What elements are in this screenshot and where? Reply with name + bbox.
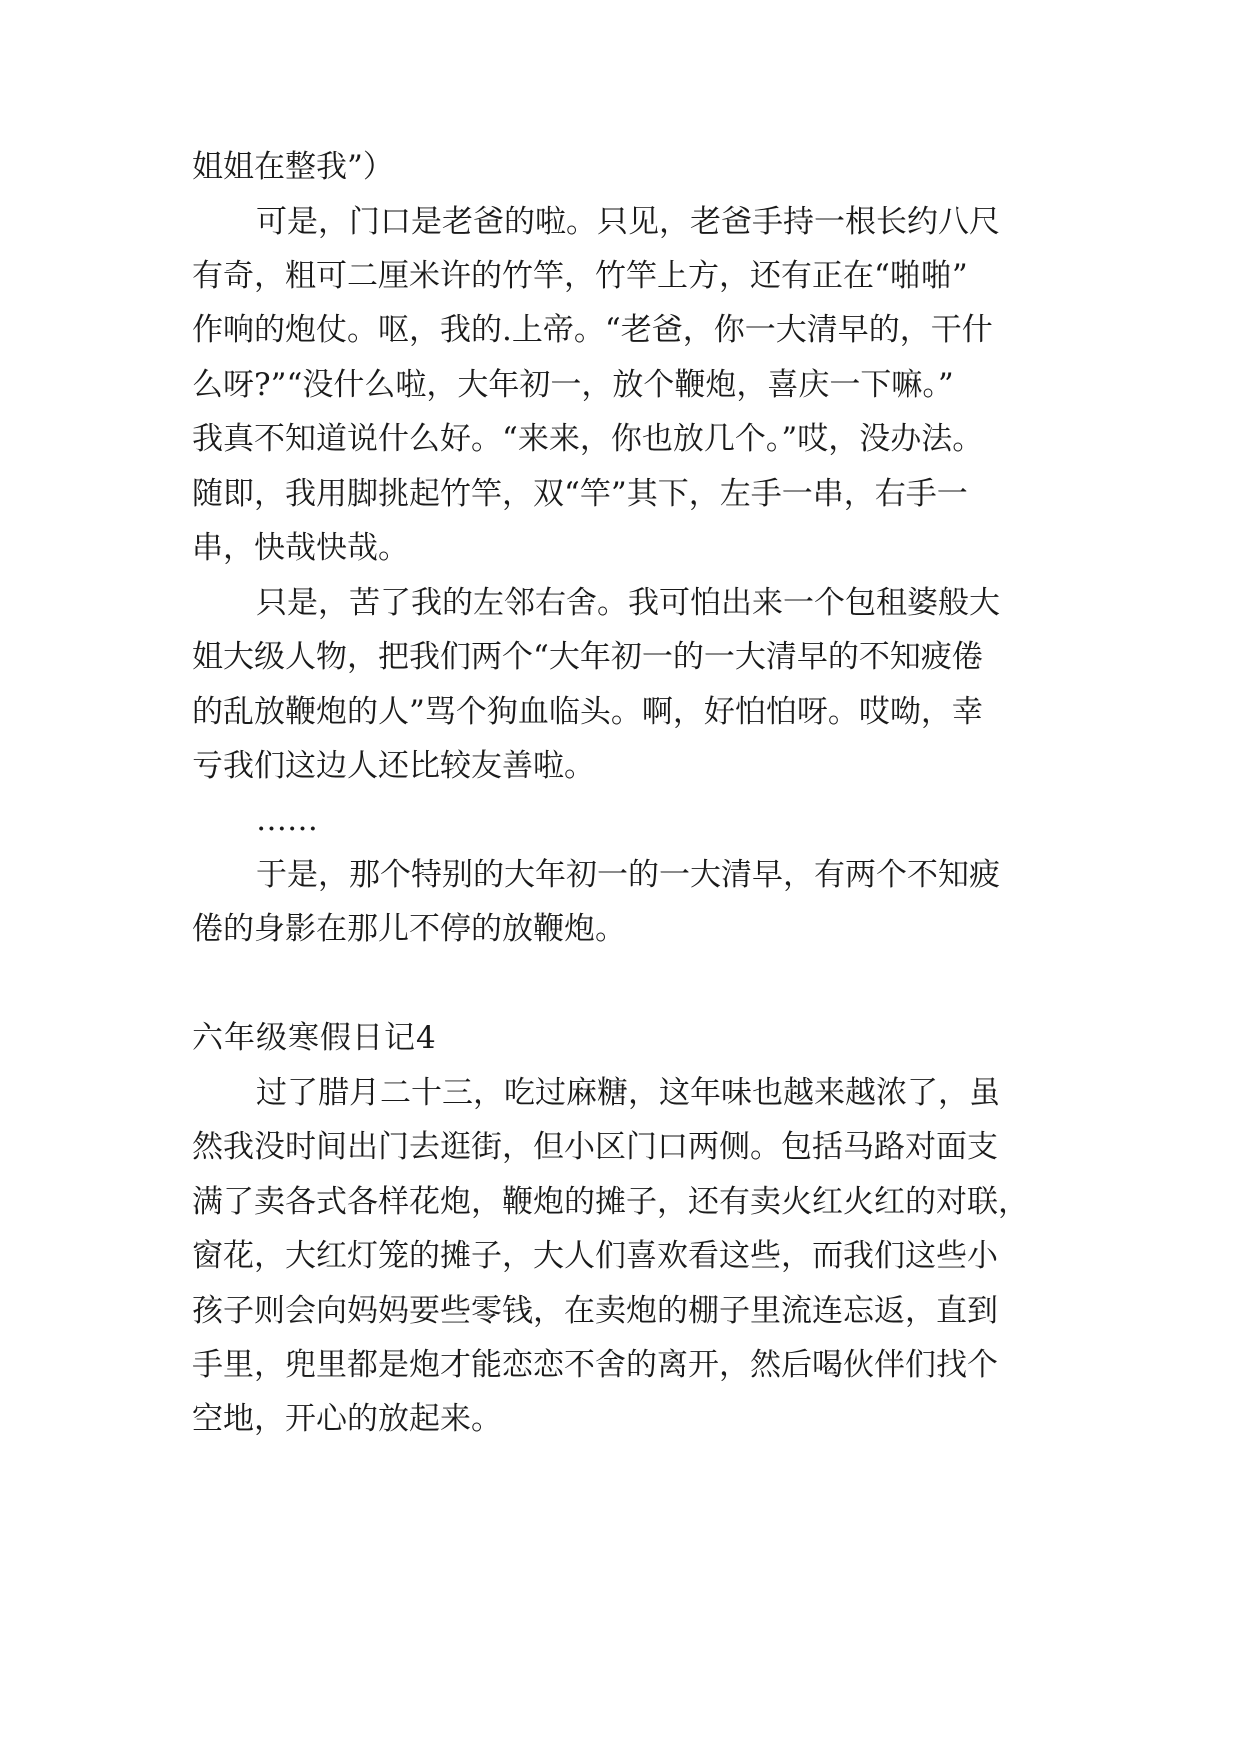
text-line: 空地，开心的放起来。 bbox=[192, 1401, 502, 1437]
text-line: 然我没时间出门去逛街，但小区门口两侧。包括马路对面支 bbox=[192, 1129, 998, 1165]
text-line: 的乱放鞭炮的人”骂个狗血临头。啊，好怕怕呀。哎呦，幸 bbox=[192, 694, 983, 730]
paragraph-line: 过了腊月二十三，吃过麻糖，这年味也越来越浓了，虽 bbox=[256, 1075, 1000, 1111]
ellipsis-line: …… bbox=[256, 802, 318, 838]
paragraph-line: 可是，门口是老爸的啦。只见，老爸手持一根长约八尺 bbox=[256, 204, 1000, 240]
paragraph-line: 于是，那个特别的大年初一的一大清早，有两个不知疲 bbox=[256, 857, 1000, 893]
text-line: 手里，兜里都是炮才能恋恋不舍的离开，然后喝伙伴们找个 bbox=[192, 1347, 998, 1383]
text-line: 姐大级人物，把我们两个“大年初一的一大清早的不知疲倦 bbox=[192, 639, 983, 675]
text-line: 倦的身影在那儿不停的放鞭炮。 bbox=[192, 911, 626, 947]
text-line: 窗花，大红灯笼的摊子，大人们喜欢看这些，而我们这些小 bbox=[192, 1238, 998, 1274]
text-line: 满了卖各式各样花炮，鞭炮的摊子，还有卖火红火红的对联， bbox=[192, 1184, 1029, 1220]
text-line: 随即，我用脚挑起竹竿，双“竿”其下，左手一串，右手一 bbox=[192, 476, 968, 512]
text-line: 作响的炮仗。呕，我的.上帝。“老爸，你一大清早的，干什 bbox=[192, 312, 993, 348]
paragraph-line: 只是，苦了我的左邻右舍。我可怕出来一个包租婆般大 bbox=[256, 585, 1000, 621]
text-line: 孩子则会向妈妈要些零钱，在卖炮的棚子里流连忘返，直到 bbox=[192, 1293, 998, 1329]
text-line: 亏我们这边人还比较友善啦。 bbox=[192, 748, 595, 784]
text-line: 我真不知道说什么好。“来来，你也放几个。”哎，没办法。 bbox=[192, 421, 984, 457]
text-line: 么呀?”“没什么啦，大年初一，放个鞭炮，喜庆一下嘛。” bbox=[192, 367, 954, 403]
section-heading: 六年级寒假日记4 bbox=[192, 1020, 437, 1056]
text-line: 有奇，粗可二厘米许的竹竿，竹竿上方，还有正在“啪啪” bbox=[192, 258, 968, 294]
text-line: 串，快哉快哉。 bbox=[192, 530, 409, 566]
text-line: 姐姐在整我”） bbox=[192, 149, 394, 185]
